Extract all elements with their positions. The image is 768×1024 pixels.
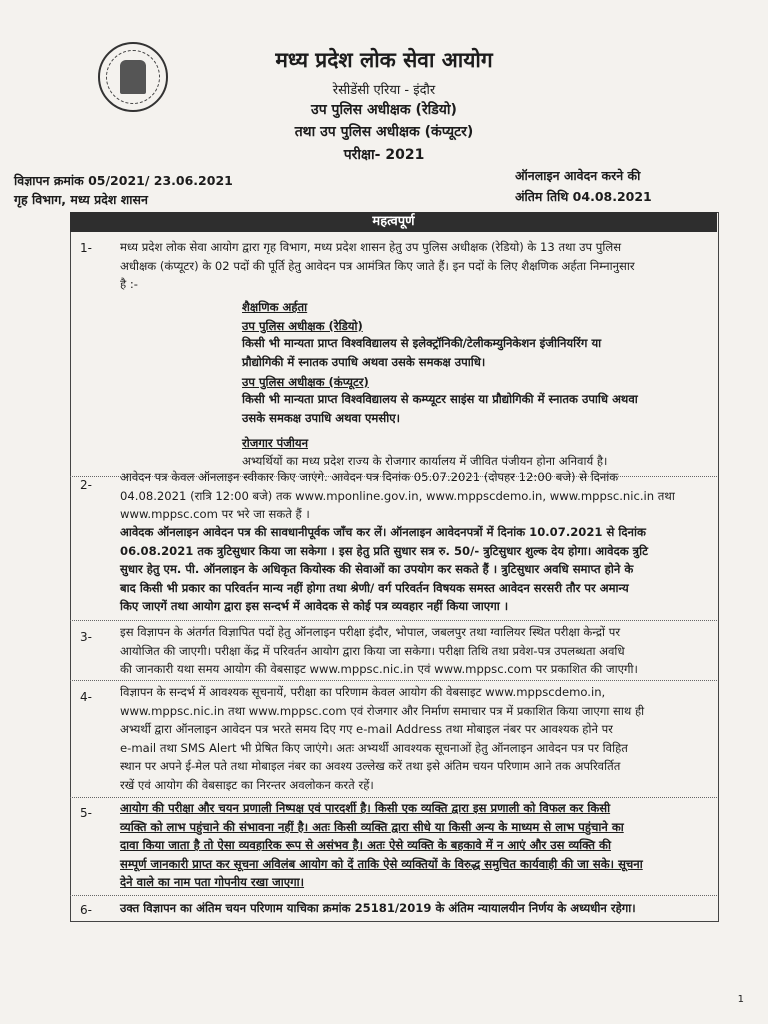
section-6-number: 6- [80,903,92,917]
text-line: किसी भी मान्यता प्राप्त विश्वविद्यालय से कम्प्यूटर साइंस या प्रौद्योगिकी में स्नातक उपाधि अथवा [242,392,638,406]
post-computer-title: तथा उप पुलिस अधीक्षक (कंप्यूटर) [294,124,474,140]
text-line: आयोजित की जाएगी। परीक्षा केंद्र में परिवर्तन आयोग द्वारा किया जा सकेगा। परीक्षा तिथि तथा प्रवेश-पत्र उपलब्धता अवधि [120,643,625,658]
section-1-intro [120,238,718,294]
section-3-exam-centres [120,623,718,679]
section-5-fairness-notice [120,799,718,892]
section-5-number: 5- [80,806,92,820]
radio-heading: उप पुलिस अधीक्षक (रेडियो) [242,319,363,333]
text-line: देने वाले का नाम पता गोपनीय रखा जाएगा। [120,875,305,889]
text-line: विज्ञापन के सन्दर्भ में आवश्यक सूचनायें, परीक्षा का परिणाम केवल आयोग की वेबसाइट www.mppscdemo.in, [120,685,606,699]
section-2-correction [120,523,718,616]
exam-title: परीक्षा- 2021 [343,147,425,163]
section-2-dates [120,468,718,524]
text-line: 04.08.2021 (रात्रि 12:00 बजे) तक www.mponline.gov.in, www.mppscdemo.in, www.mppsc.nic.in तथा [120,488,675,503]
important-heading: महत्वपूर्ण [70,212,717,232]
education-heading: शैक्षणिक अर्हता [242,300,308,314]
text-line: बाद किसी भी प्रकार का परिवर्तन मान्य नहीं होगा तथा श्रेणी/ वर्ग परिवर्तन विषयक समस्त आवेदन सरसरी तौर पर अमान्य [120,580,629,595]
employment-heading: रोजगार पंजीयन [242,436,309,450]
text-line: है :- [120,277,138,291]
commission-title: मध्य प्रदेश लोक सेवा आयोग [275,48,493,72]
last-date: अंतिम तिथि 04.08.2021 [515,189,652,204]
text-line: सुधार हेतु एम. पी. ऑनलाइन के अधिकृत कियोस्क की सेवाओं का उपयोग कर सकते हैं । त्रुटिसुधार अवधि समाप्त होने के [120,562,634,576]
computer-qualification [242,390,718,427]
section-divider [70,797,717,798]
text-line: इस विज्ञापन के अंतर्गत विज्ञापित पदों हेतु ऑनलाइन परीक्षा इंदौर, भोपाल, जबलपुर तथा ग्वालियर स्थित परीक्षा केन्द्रों पर [120,625,621,639]
text-line: दावा किया जाता है तो ऐसा व्यवहारिक रूप से असंभव है। अतः ऐसे व्यक्ति के बहकावे में न आएं और उस व्यक्ति की [120,838,611,852]
department-name: गृह विभाग, मध्य प्रदेश शासन [14,192,148,207]
section-divider [70,620,717,621]
post-radio-title: उप पुलिस अधीक्षक (रेडियो) [311,102,457,118]
section-4-number: 4- [80,690,92,704]
section-4-notices [120,683,718,794]
text-line: आवेदक ऑनलाइन आवेदन पत्र की सावधानीपूर्वक जाँच कर लें। ऑनलाइन आवेदनपत्रों में दिनांक 10.07.2021 से दिनांक [120,525,646,539]
text-line: www.mppsc.com पर भरे जा सकते हैं । [120,507,310,521]
last-date-label: ऑनलाइन आवेदन करने की [515,168,641,183]
text-line: उसके समकक्ष उपाधि अथवा एमसीए। [242,410,401,425]
page-number: 1 [737,994,744,1005]
computer-heading: उप पुलिस अधीक्षक (कंप्यूटर) [242,375,369,389]
text-line: रखें एवं आयोग की वेबसाइट का निरन्तर अवलोकन करते रहें। [120,777,374,792]
text-line: आयोग की परीक्षा और चयन प्रणाली निष्पक्ष एवं पारदर्शी है। किसी एक व्यक्ति द्वारा इस प्रणाली को विफल कर किसी [120,801,611,815]
section-3-number: 3- [80,630,92,644]
employment-requirement: अभ्यर्थियों का मध्य प्रदेश राज्य के रोजगार कार्यालय में जीवित पंजीयन होना अनिवार्य है। [242,454,608,468]
section-divider [70,680,717,681]
text-line: मध्य प्रदेश लोक सेवा आयोग द्वारा गृह विभाग, मध्य प्रदेश शासन हेतु उप पुलिस अधीक्षक (रेडियो) के 13 तथा उप पुलिस [120,240,622,254]
text-line: किए जाएगें तथा आयोग द्वारा इस सन्दर्भ में आवेदक से कोई पत्र व्यवहार नहीं किया जाएगा । [120,599,509,613]
text-line: स्थान पर अपने ई-मेल पते तथा मोबाइल नंबर का अवश्य उल्लेख करें तथा इसे अंतिम चयन परिणाम आने तक अपरिवर्तित [120,759,621,773]
address-line: रेसीडेंसी एरिया - इंदौर [332,83,436,98]
text-line: आवेदन पत्र केवल ऑनलाइन स्वीकार किए जाएंगे. आवेदन पत्र दिनांक 05.07.2021 (दोपहर 12:00 बजे) से दिनांक [120,470,619,484]
text-line: अधीक्षक (कंप्यूटर) के 02 पदों की पूर्ति हेतु आवेदन पत्र आमंत्रित किए जाते हैं। इन पदों के लिए शैक्षणिक अर्हता निम्नानुसार [120,258,635,273]
section-2-number: 2- [80,478,92,492]
section-6-court-notice: उक्त विज्ञापन का अंतिम चयन परिणाम याचिका क्रमांक 25181/2019 के अंतिम न्यायालयीन निर्णय के अध्यधीन रहेगा। [120,901,636,915]
advertisement-number: विज्ञापन क्रमांक 05/2021/ 23.06.2021 [14,173,233,188]
text-line: 06.08.2021 तक त्रुटिसुधार किया जा सकेगा । इस हेतु प्रति सुधार सत्र रु. 50/- त्रुटिसुधार शुल्क देय होगा। आवेदक त्रुटि [120,543,648,558]
text-line: किसी भी मान्यता प्राप्त विश्वविद्यालय से इलेक्ट्रॉनिकी/टेलीकम्युनिकेशन इंजीनियरिंग या [242,336,602,350]
text-line: अभ्यर्थी द्वारा ऑनलाइन आवेदन पत्र भरते समय दिए गए e-mail Address तथा मोबाइल नंबर पर आवश्यक होने पर [120,722,613,736]
radio-qualification [242,334,718,371]
section-divider [70,895,717,896]
text-line: प्रौद्योगिकी में स्नातक उपाधि अथवा उसके समकक्ष उपाधि। [242,354,486,369]
text-line: व्यक्ति को लाभ पहुंचाने की संभावना नहीं है। अतः किसी व्यक्ति द्वारा सीधे या किसी अन्य के माध्यम से लाभ पहुंचाने का [120,819,624,834]
section-1-number: 1- [80,241,92,255]
text-line: की जानकारी यथा समय आयोग की वेबसाइट www.mppsc.nic.in एवं www.mppsc.com पर प्रकाशित की जाएगी। [120,662,638,676]
text-line: सम्पूर्ण जानकारी प्राप्त कर सूचना अविलंब आयोग को दें ताकि ऐसे व्यक्तियों के विरुद्ध समुचित कार्यवाही की जा सके। सूचना [120,856,643,871]
text-line: e-mail तथा SMS Alert भी प्रेषित किए जाएंगे। अतः अभ्यर्थी आवश्यक सूचनाओं हेतु ऑनलाइन आवेदन पत्र पर विहित [120,740,628,755]
text-line: www.mppsc.nic.in तथा www.mppsc.com एवं रोजगार और निर्माण समाचार पत्र में प्रकाशित किया जाएगा साथ ही [120,703,645,718]
